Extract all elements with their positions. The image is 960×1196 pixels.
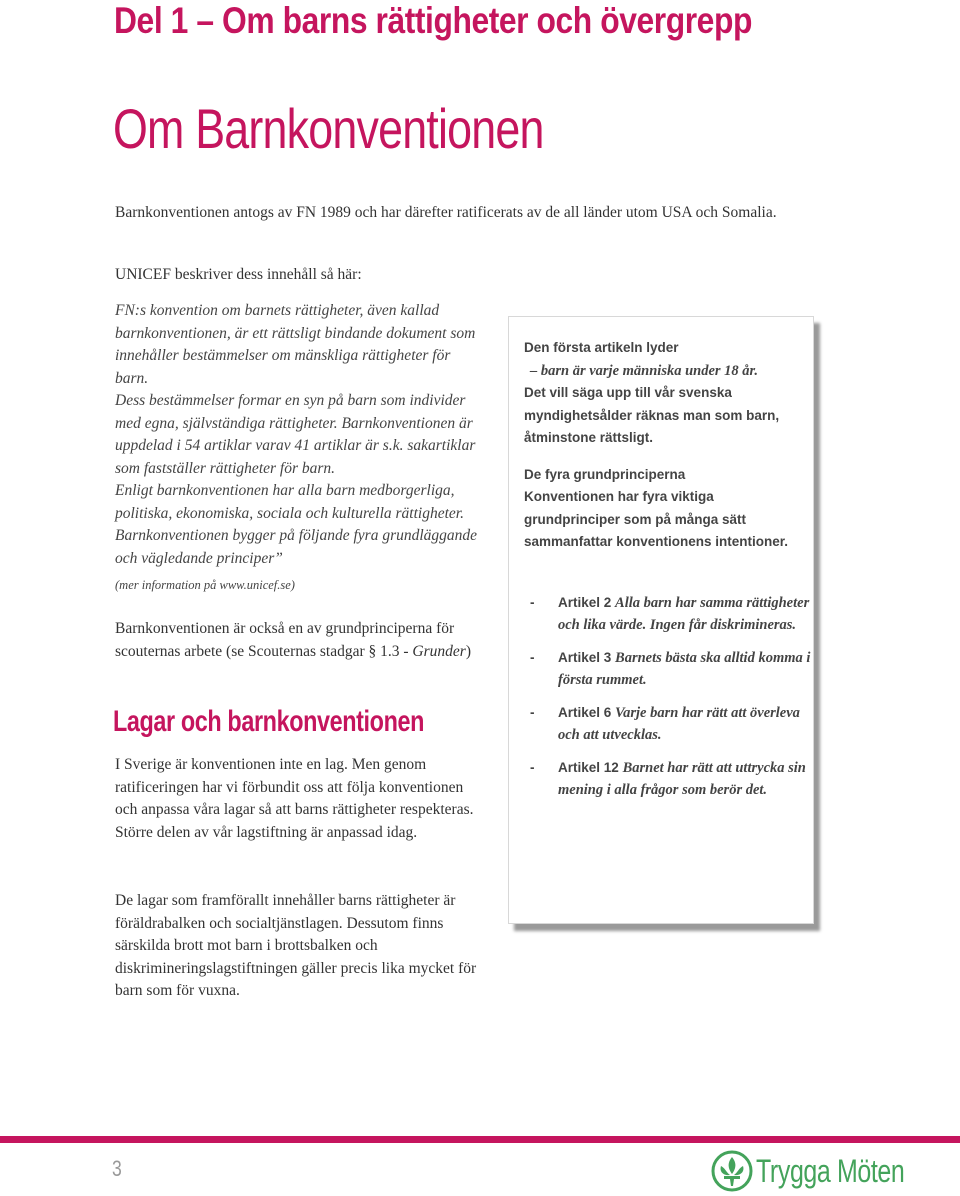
scout-text: Barnkonventionen är också en av grundprinciperna för scouternas arbete (se Scouternas stadgar xyxy=(115,620,455,660)
lagar-paragraph-1: I Sverige är konventionen inte en lag. Men genom ratificeringen har vi förbundit oss att följa konventionen och anpassa våra lagar så att barns rättigheter respekteras. Större delen av vår lagstiftning är anpassad idag. xyxy=(115,756,474,841)
first-article-heading: Den första artikeln lyder xyxy=(524,340,679,355)
first-article-text: Det vill säga upp till vår svenska myndighetsålder räknas man som barn, åtminstone rättsligt. xyxy=(524,385,780,445)
brand-name: Trygga Möten xyxy=(756,1152,905,1189)
list-item: - Artikel 12 Barnet har rätt att uttrycka sin mening i alla frågor som berör det. xyxy=(530,759,806,798)
info-box xyxy=(508,316,814,924)
principles-text: Konventionen har fyra viktiga grundprinciper som på många sätt sammanfattar konventionens intentioner. xyxy=(524,489,789,549)
quote-paragraph-1: FN:s konvention om barnets rättigheter, även kallad barnkonventionen, är ett rättsligt bindande dokument som innehåller bestämmelser om mänskliga rättigheter för barn. xyxy=(115,302,476,387)
intro-paragraph: Barnkonventionen antogs av FN 1989 och har därefter ratificerats av de all länder utom USA och Somalia. xyxy=(115,204,777,221)
list-item: - Artikel 3 Barnets bästa ska alltid komma i första rummet. xyxy=(530,649,811,688)
scout-grunder: Grunder xyxy=(412,642,466,660)
quote-source: (mer information på www.unicef.se) xyxy=(115,578,295,592)
section-icon: § xyxy=(368,642,377,660)
quote-paragraph-3: Enligt barnkonventionen har alla barn medborgerliga, politiska, ekonomiska, sociala och kulturella rättigheter. Barnkonventionen bygger på följande fyra grundläggande och vägledande principer” xyxy=(115,482,478,567)
page-number: 3 xyxy=(112,1156,122,1181)
unicef-lead: UNICEF beskriver dess innehåll så här: xyxy=(115,266,362,283)
page-title: Om Barnkonventionen xyxy=(113,97,544,160)
first-article-quote: – barn är varje människa under 18 år. xyxy=(530,362,759,379)
part-title: Del 1 – Om barns rättigheter och övergrepp xyxy=(114,0,752,41)
quote-paragraph-2: Dess bestämmelser formar en syn på barn som individer med egna, självständiga rättigheter. Barnkonventionen är uppdelad i 54 artiklar varav 41 artiklar är s.k. sakartiklar som fastställer rättigheter för barn. xyxy=(115,392,476,477)
footer-divider xyxy=(0,1136,960,1143)
section-title: Lagar och barnkonventionen xyxy=(113,705,425,738)
unicef-quote xyxy=(115,300,485,597)
brand-logo xyxy=(711,1150,946,1192)
list-item: - Artikel 2 Alla barn har samma rättigheter och lika värde. Ingen får diskrimineras. xyxy=(530,594,810,633)
scout-paragraph: Barnkonventionen är också en av grundprinciperna för scouternas arbete (se Scouternas stadgar § 1.3 - Grunder) xyxy=(115,620,471,660)
scout-section: 1.3 - xyxy=(380,642,409,660)
lagar-paragraph-2: De lagar som framförallt innehåller barns rättigheter är föräldrabalken och socialtjänstlagen. Dessutom finns särskilda brott mot barn i brottsbalken och diskrimineringslagstiftningen gäller precis lika mycket för barn som för vuxna. xyxy=(115,892,477,999)
list-item: - Artikel 6 Varje barn har rätt att överleva och att utvecklas. xyxy=(530,704,800,743)
principles-list xyxy=(524,592,813,802)
fleur-de-lis-icon xyxy=(711,1150,753,1192)
principles-heading: De fyra grundprinciperna xyxy=(524,466,686,482)
